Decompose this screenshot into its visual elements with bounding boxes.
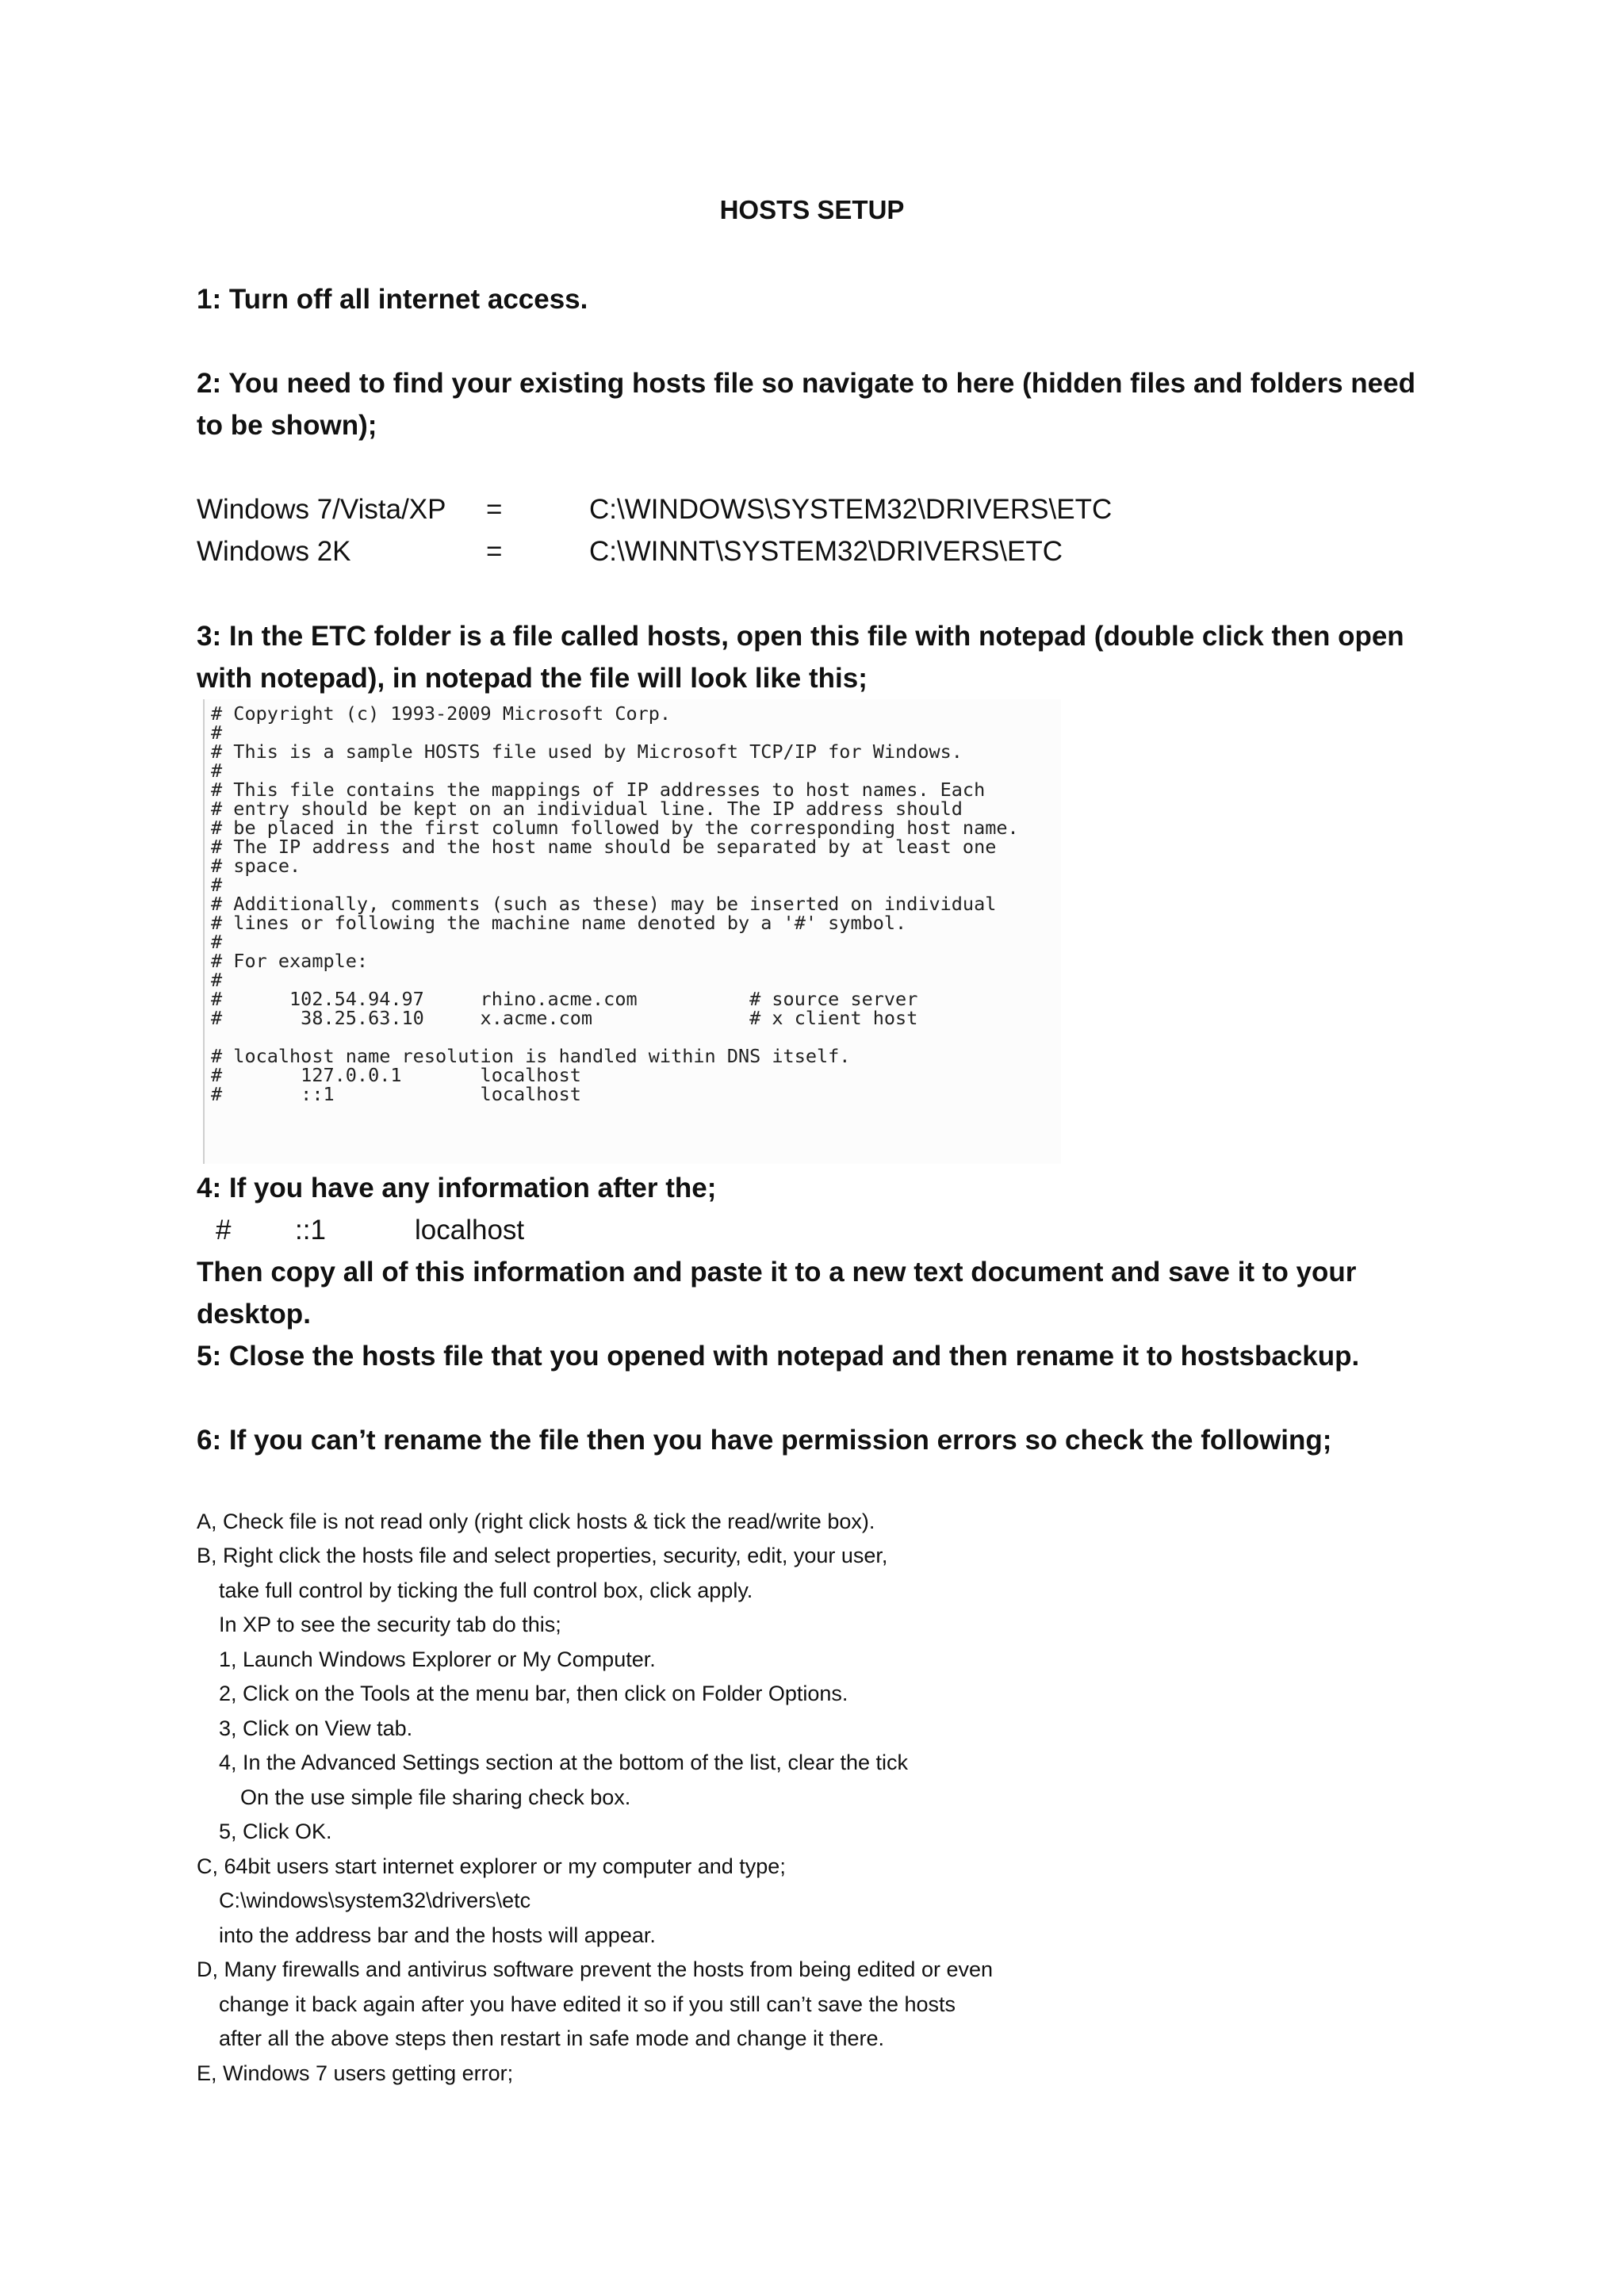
step-4-instruction: Then copy all of this information and paste it to a new text document and save it to your desktop. bbox=[197, 1257, 1357, 1330]
step-3: 3: In the ETC folder is a file called hosts, open this file with notepad (double click then open with notepad), in notepad the file will look like this; bbox=[197, 621, 1404, 694]
code-line: # bbox=[211, 874, 223, 896]
code-line: # bbox=[211, 760, 223, 782]
code-line: # For example: bbox=[211, 950, 369, 972]
folder-path: C:\WINDOWS\SYSTEM32\DRIVERS\ETC bbox=[589, 494, 1113, 525]
code-line: # space. bbox=[211, 855, 301, 877]
note-d-cont-2: after all the above steps then restart in safe mode and change it there. bbox=[219, 2026, 885, 2050]
note-xp-step-5: 5, Click OK. bbox=[219, 1820, 332, 1843]
os-name: Windows 2K bbox=[197, 536, 351, 567]
note-c-path: C:\windows\system32\drivers\etc bbox=[219, 1888, 531, 1912]
code-line: # entry should be kept on an individual line. The IP address should bbox=[211, 798, 963, 820]
page-title: HOSTS SETUP bbox=[719, 195, 905, 224]
note-d-cont-1: change it back again after you have edited it so if you still can’t save the hosts bbox=[219, 1992, 956, 2016]
code-line: # localhost name resolution is handled within DNS itself. bbox=[211, 1045, 851, 1067]
note-e: E, Windows 7 users getting error; bbox=[197, 2061, 514, 2085]
code-line: # be placed in the first column followed by the corresponding host name. bbox=[211, 817, 1019, 839]
code-line: # bbox=[211, 931, 223, 953]
code-line: # bbox=[211, 969, 223, 991]
folder-path: C:\WINNT\SYSTEM32\DRIVERS\ETC bbox=[589, 536, 1063, 567]
equals-sign: = bbox=[486, 536, 503, 567]
os-name: Windows 7/Vista/XP bbox=[197, 494, 446, 525]
note-xp-step-4-cont: On the use simple file sharing check box. bbox=[240, 1785, 631, 1809]
note-c-cont: into the address bar and the hosts will appear. bbox=[219, 1923, 656, 1947]
equals-sign: = bbox=[486, 494, 503, 525]
code-line: # 127.0.0.1 localhost bbox=[211, 1064, 581, 1086]
code-line: # The IP address and the host name should be separated by at least one bbox=[211, 836, 997, 858]
note-c: C, 64bit users start internet explorer or my computer and type; bbox=[197, 1854, 786, 1878]
step-1: 1: Turn off all internet access. bbox=[197, 284, 588, 315]
note-xp-intro: In XP to see the security tab do this; bbox=[219, 1613, 561, 1636]
note-xp-step-3: 3, Click on View tab. bbox=[219, 1716, 413, 1740]
note-xp-step-2: 2, Click on the Tools at the menu bar, then click on Folder Options. bbox=[219, 1682, 848, 1705]
step-2: 2: You need to find your existing hosts file so navigate to here (hidden files and folders need to be shown); bbox=[197, 368, 1415, 441]
step-4-heading: 4: If you have any information after the; bbox=[197, 1173, 717, 1203]
code-line: # 102.54.94.97 rhino.acme.com # source server bbox=[211, 988, 918, 1010]
note-xp-step-1: 1, Launch Windows Explorer or My Computer. bbox=[219, 1647, 656, 1671]
note-d: D, Many firewalls and antivirus software prevent the hosts from being edited or even bbox=[197, 1957, 993, 1981]
code-line: # This is a sample HOSTS file used by Microsoft TCP/IP for Windows. bbox=[211, 740, 963, 763]
code-line: # Copyright (c) 1993-2009 Microsoft Corp. bbox=[211, 702, 672, 725]
hosts-file-screenshot bbox=[203, 699, 1061, 1164]
note-xp-step-4: 4, In the Advanced Settings section at the bottom of the list, clear the tick bbox=[219, 1751, 908, 1774]
code-line: # This file contains the mappings of IP addresses to host names. Each bbox=[211, 779, 986, 801]
hash-symbol: # bbox=[216, 1215, 232, 1246]
step-6: 6: If you can’t rename the file then you have permission errors so check the following; bbox=[197, 1425, 1332, 1456]
note-b-cont: take full control by ticking the full control box, click apply. bbox=[219, 1578, 753, 1602]
code-line: # lines or following the machine name denoted by a '#' symbol. bbox=[211, 912, 907, 934]
note-a: A, Check file is not read only (right click hosts & tick the read/write box). bbox=[197, 1510, 875, 1533]
code-line: # Additionally, comments (such as these) may be inserted on individual bbox=[211, 893, 997, 915]
note-b: B, Right click the hosts file and select properties, security, edit, your user, bbox=[197, 1544, 888, 1567]
ip-address: ::1 bbox=[295, 1215, 326, 1246]
host-name: localhost bbox=[415, 1215, 525, 1246]
code-line: # 38.25.63.10 x.acme.com # x client host bbox=[211, 1007, 918, 1029]
code-line: # bbox=[211, 721, 223, 744]
code-line: # ::1 localhost bbox=[211, 1083, 581, 1105]
step-5: 5: Close the hosts file that you opened with notepad and then rename it to hostsbackup. bbox=[197, 1341, 1360, 1372]
